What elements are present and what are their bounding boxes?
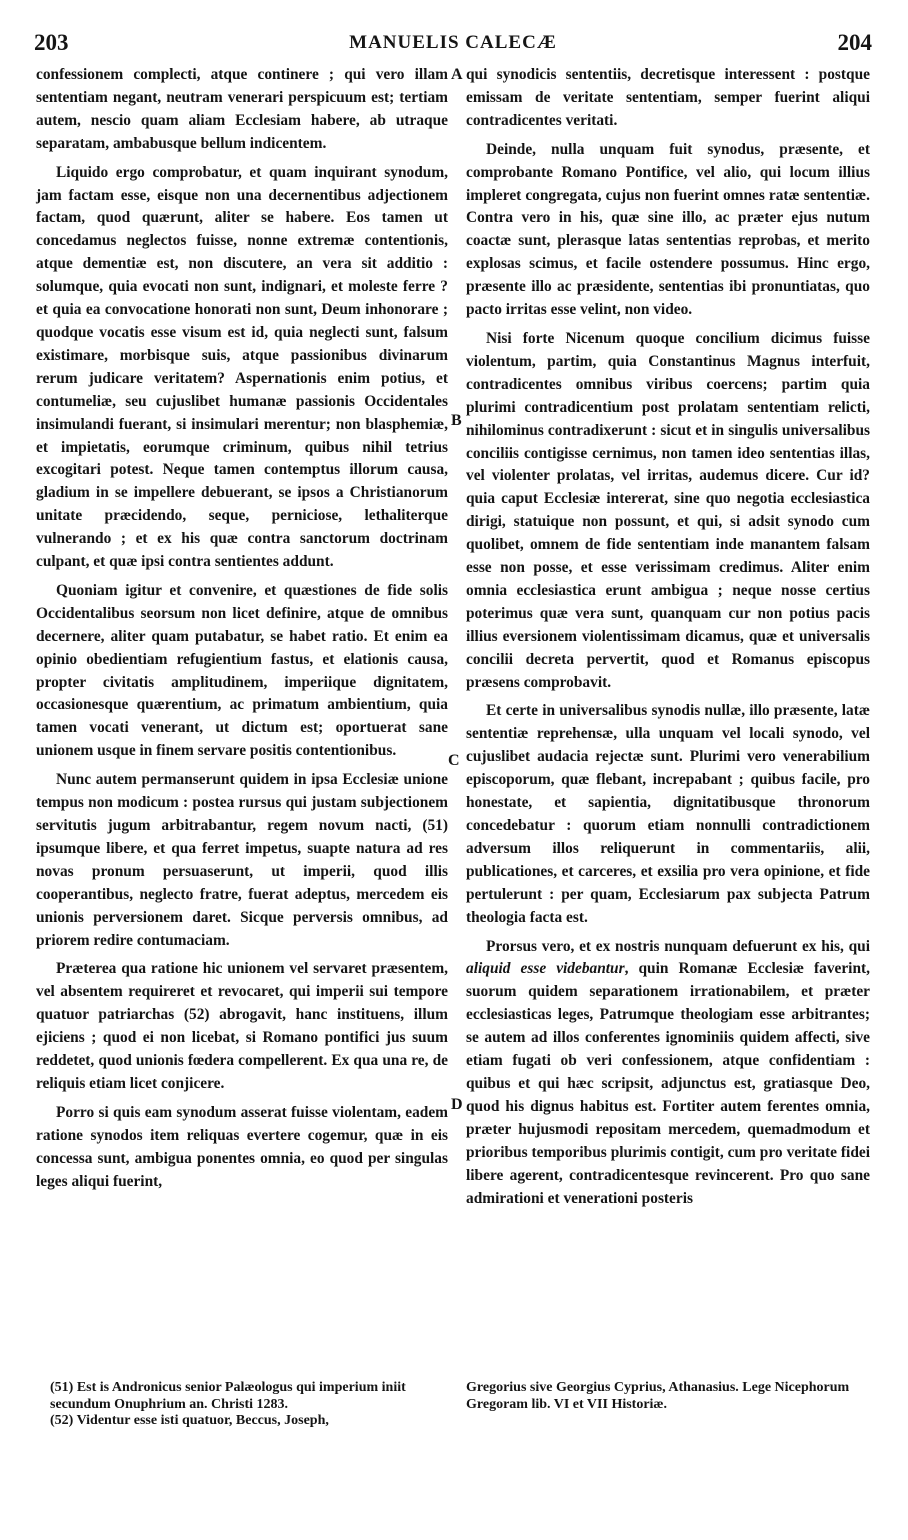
footnote-52-continued: Gregorius sive Georgius Cyprius, Athanasius. Lege Nicephorum Gregoram lib. VI et VII Historiæ. bbox=[466, 1380, 850, 1412]
left-page-number: 203 bbox=[34, 30, 69, 55]
left-column bbox=[36, 64, 448, 1200]
margin-letter-a: A bbox=[451, 66, 463, 83]
left-paragraph: Porro si quis eam synodum asserat fuisse violentam, eadem ratione synodos item reliquas evertere cogemur, quæ in eis concessa sunt, ambigua ponentes omnia, eo quod per singulas leges aliqui fuerint, bbox=[36, 1103, 448, 1190]
right-paragraph: Et certe in universalibus synodis nullæ, illo præsente, latæ sententiæ reprehensæ, ulla unquam vel locali synodo, vel cujuslibet audacia rejectæ sunt. Plurimi vero venerabilium episcoporum, quæ flebant, increpabant ; quibus facile, pro honestate, et sapientia, dignitatibusque thronorum concedebatur : quorum etiam nonnulli contradictionem adversum illos reliquerunt in commentariis, alii, publicationes, et carceres, et exsilia pro vera opinione, et fide pertulerunt : per quam, Ecclesiarum pax subjecta Patrum theologia facta est. bbox=[466, 702, 870, 926]
right-page-number: 204 bbox=[837, 30, 872, 55]
italic-phrase: aliquid esse videbantur bbox=[466, 960, 625, 978]
margin-letter-d: D bbox=[451, 1096, 463, 1113]
footnotes-left bbox=[50, 1380, 440, 1430]
right-column bbox=[466, 64, 870, 1216]
left-paragraph: Præterea qua ratione hic unionem vel servaret præsentem, vel absentem requireret et revocaret, qui imperii sui tempore quatuor patriarchas (52) abrogavit, hanc instituens, illum ejiciens ; quod ei non licebat, si Romano pontifici jus suum reddetet, quod unionis fœdera compellerent. Ex qua una re, de reliquis etiam licet conjicere. bbox=[36, 960, 448, 1092]
footnotes-right bbox=[466, 1380, 870, 1413]
page-header bbox=[34, 30, 872, 60]
left-paragraph: Nunc autem permanserunt quidem in ipsa Ecclesiæ unione tempus non modicum : postea rursus qui justam subjectionem servitutis jugum arbitrabantur, regem novum nacti, (51) ipsumque libere, et qua ferret impetus, suapte natura ad res novas pronum persuaserunt, ut imperii, quod illis cooperantibus, neglecto fratre, fuerat adeptus, mercedem eis unionis perversionem daret. Sicque perversis omnibus, ad priorem redire contumaciam. bbox=[36, 771, 448, 949]
right-paragraph: Prorsus vero, et ex nostris nunquam defuerunt ex his, qui aliquid esse videbantur, quin Romanæ Ecclesiæ faverint, suorum quidem separationem irrationabilem, et præter ecclesiasticas leges, Patrumque theologiam esse arbitrantes; se autem ad illos conferentes ignominiis quidem affecti, sive etiam fugati ob veri confessionem, atque confidentiam : quibus et qui hæc scripsit, adjunctus est, gratiasque Deo, quod his dignus habitus est. Fortiter autem ferentes omnia, præter hujusmodi repositam mercedem, quemadmodum et prioribus temporibus plurimis contigit, cum pro veritate fidei libere agerent, contradicentesque revincerent. Pro quo sane admirationi et venerationi posteris bbox=[466, 937, 870, 1207]
margin-letter-c: C bbox=[448, 752, 460, 769]
right-paragraph: Nisi forte Nicenum quoque concilium dicimus fuisse violentum, partim, quia Constantinus Magnus interfuit, contradicentes omnibus viribus coercens; partim quia plurimi contradicentium post prolatam sententiam relicti, nihilominus contradixerunt : sicut et in singulis universalibus conciliis contigisse cernimus, non tamen ideo sententias illas, vel violenter prolatas, vel irritas, audemus dicere. Cur id? quia caput Ecclesiæ intererat, sine quo negotia ecclesiastica dirigi, statuique non possunt, et qui, si adsit synodo cum quolibet, omnem de fide sententiam inde manantem falsam esse non posse, et esse verissimam credimus. Aliter enim omnia ecclesiastica erunt ambigua ; neque nosse certius poterimus quæ vera sunt, quanquam cur non potius pacis illius eversionem violentissimam dicamus, quæ et universalis concilii decreta pervertit, quod et Romanus episcopus præsens comprobavit. bbox=[466, 329, 870, 691]
right-paragraph: qui synodicis sententiis, decretisque interessent : postque emissam de veritate sententiam, semper fuerint aliqui contradicentes veritati. bbox=[466, 66, 870, 129]
right-paragraph: Deinde, nulla unquam fuit synodus, præsente, et comprobante Romano Pontifice, vel alio, qui locum illius impleret congregata, cujus non fuerint omnes ratæ sententiæ. Contra vero in his, quæ sine illo, ac præter ejus nutum coactæ sunt, plerasque latas sententias reprobas, et merito explosas scimus, et facile ostendere possumus. Hinc ergo, præsente illo ac præsidente, sententias ibi pronuntiatas, quo pacto irritas esse velint, non video. bbox=[466, 140, 870, 319]
left-paragraph: confessionem complecti, atque continere ; qui vero illam sententiam negant, neutram venerari perspicuum est; tertiam autem, nescio quam aliam Ecclesiam habere, ab utraque separatam, ambabusque bellum indicentem. bbox=[36, 66, 448, 152]
left-paragraph: Quoniam igitur et convenire, et quæstiones de fide solis Occidentalibus seorsum non licet definire, atque de omnibus decernere, aliter quam putabatur, se habet ratio. Et enim ea opinio obedientiam refugientium fastus, et elationis causa, propter civitatis amplitudinem, imperiique dignitatem, occasionesque quærentium, ac primatum ambientium, quia tamen vocati venerant, ut dictum est; oportuerat sane unionem usque in finem servare positis contentionibus. bbox=[36, 581, 448, 760]
footnote-51: (51) Est is Andronicus senior Palæologus qui imperium iniit secundum Onuphrium an. Christi 1283. bbox=[50, 1380, 406, 1412]
footnote-52: (52) Videntur esse isti quatuor, Beccus, Joseph, bbox=[50, 1413, 329, 1428]
margin-letter-b: B bbox=[451, 412, 462, 429]
running-title: MANUELIS CALECÆ bbox=[349, 32, 557, 53]
left-paragraph: Liquido ergo comprobatur, et quam inquirant synodum, jam factam esse, eisque non una decernentibus adjectionem factam, quod quærunt, aliter se habere. Eos tamen ut concedamus neglectos fuisse, nonne extremæ contentionis, atque dementiæ est, non discutere, an vera sit additio : solumque, quia evocati non sunt, indignari, et moleste ferre ? et quia ea convocatione honorati non sunt, Deum inhonorare ; quodque vocatis esse visum est id, quia neglecti sunt, falsum existimare, morbisque suis, atque passionibus divinarum rerum judicare veritatem? Aspernationis enim potius, et contumeliæ, seu cujuslibet humanæ passionis Occidentales insimulandi fuerant, si insimulari merentur; non blasphemiæ, et impietatis, eorumque criminum, quibus nihil tetrius excogitari potest. Neque tamen contemptus illorum causa, gladium in se impellere debuerant, se ipsos a Christianorum unitate præcidendo, seque, perniciose, lethaliterque vulnerando ; et ex his quæ contra sanctorum doctrinam culpant, et quæ ipsi contra sentientes addunt. bbox=[36, 163, 448, 571]
